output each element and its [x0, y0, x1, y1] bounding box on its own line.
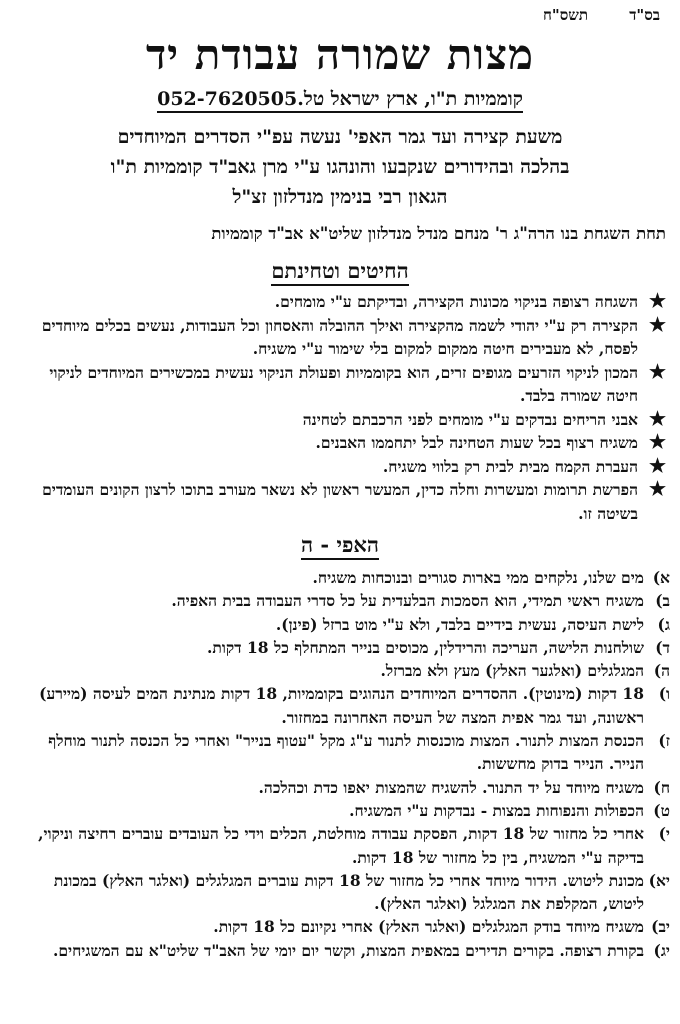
star-icon: ★	[648, 360, 666, 383]
item-label: ח)	[653, 777, 670, 797]
star-icon: ★	[648, 454, 666, 477]
page-title: מצות שמורה עבודת יד	[145, 30, 535, 79]
star-icon: ★	[648, 407, 666, 430]
list-item-text: לישת העיסה, נעשית בידיים בלבד, ולא ע"י מוט ברזל (פינן).	[275, 614, 644, 634]
list-item	[22, 566, 670, 589]
item-label: יב)	[651, 917, 670, 937]
star-icon: ★	[648, 313, 666, 336]
wheat-section-heading	[0, 258, 680, 284]
item-label: יג)	[653, 940, 670, 960]
contact-text: קוממיות ת"ו, ארץ ישראל טל.052-7620505	[157, 88, 523, 113]
list-item-text: מים שלנו, נלקחים ממי בארות סגורים ובנוכחות משגיח.	[312, 568, 644, 587]
star-icon: ★	[648, 431, 666, 453]
list-item-text: בקורת רצופה. בקורים תדירים במאפית המצות, וקשר יום יומי של האב"ד שליט"א עם המשגיחים.	[52, 940, 644, 960]
list-item-text: משגיח ראשי תמידי, הוא הסמכות הבלעדית על כל סדרי העבודה בבית האפיה.	[171, 591, 644, 611]
list-item	[16, 478, 666, 525]
item-label: ד)	[655, 637, 670, 657]
list-item	[16, 290, 666, 314]
item-label: ו)	[658, 684, 670, 704]
list-item	[22, 589, 670, 612]
list-item-text: השגחה רצופה בניקוי מכונות הקצירה, ובדיקתם ע"י מומחים.	[274, 292, 638, 311]
list-item	[16, 455, 666, 479]
list-item	[22, 799, 670, 822]
intro-line-3: הגאון רבי בנימין מנדלזון זצ"ל	[232, 186, 448, 208]
item-label: ז)	[658, 731, 670, 751]
intro-line-1: משעת קצירה ועד גמר האפי' נעשה עפ"י הסדרים המיוחדים	[117, 126, 563, 148]
list-item	[22, 939, 670, 962]
list-item-text: 18 דקות (מינוטין). ההסדרים המיוחדים הנהוגים בקוממיות, 18 דקות מנתינת המים לעיסה (מיירע) ראשונה, ועד גמר אפית המצה של העיסה האחרונה במחזור.	[39, 684, 644, 727]
list-item	[22, 869, 670, 916]
year-mark: תשס"ח	[543, 6, 588, 24]
list-item	[16, 431, 666, 455]
item-label: יא)	[648, 870, 670, 890]
list-item-text: משגיח מיוחד על יד התנור. להשגיח שהמצות יאפו כדת וכהלכה.	[258, 777, 644, 797]
star-icon: ★	[648, 478, 666, 500]
list-item	[22, 822, 670, 869]
list-item-text: העברת הקמח מבית לבית רק בלווי משגיח.	[382, 456, 638, 476]
list-item-text: הפרשת תרומות ומעשרות וחלה כדין, המעשר ראשון לא נשאר מעורב בתוכו לרצון הקונים העומדים בשיטה זו.	[42, 480, 638, 523]
list-item-text: אבני הריחים נבדקים ע"י מומחים לפני הרכבתם לטחינה	[302, 409, 638, 429]
supervision-line: תחת השגחת בנו הרה"ג ר' מנחם מנדל מנדלזון שליט"א אב"ד קוממיות	[211, 224, 666, 243]
intro-paragraph	[18, 122, 662, 212]
list-item-text: המכון לניקוי הזרעים מגופים זרים, הוא בקוממיות ופעולת הניקוי נעשית במכשירים המיוחדים לניקוי חיטה שמורה בלבד.	[49, 362, 638, 405]
baking-heading-text: האפי - ה	[301, 532, 379, 560]
list-item-text: הקצירה רק ע"י יהודי לשמה מהקצירה ואילך ההובלה והאסחון וכל העבודות, נעשים בכלים מיוחדים לפסח, לא מעבירים חיטה ממקום למקום בלי שימור ע"י משגיח.	[41, 315, 638, 358]
list-item	[22, 729, 670, 776]
list-item	[22, 776, 670, 799]
contact-line	[0, 88, 680, 111]
item-label: ב)	[655, 591, 670, 611]
list-item	[22, 682, 670, 729]
baking-section-heading	[0, 532, 680, 558]
list-item-text: שולחנות הלישה, העריכה והרידלין, מכוסים בנייר המתחלף כל 18 דקות.	[207, 637, 644, 657]
list-item-text: משגיח רצוף בכל שעות הטחינה לבל יתחממו האבנים.	[315, 433, 638, 452]
item-label: ג)	[657, 614, 670, 634]
baking-list	[22, 566, 670, 962]
list-item	[22, 613, 670, 636]
wheat-heading-text: החיטים וטחינתם	[271, 258, 408, 286]
list-item-text: אחרי כל מחזור של 18 דקות, הפסקת עבודה מוחלטת, הכלים וידי כל העובדים עוברים רחיצה וניקוי, בדיקה ע"י המשגיח, בין כל מחזור של 18 דקות.	[38, 824, 644, 867]
item-label: א)	[652, 568, 670, 587]
list-item-text: מכונת ליטוש. הידור מיוחד אחרי כל מחזור של 18 דקות עוברים המגלגלים (ואלגר האלץ) במכונת ליטוש, המקלפת את המגלגל (ואלגר האלץ).	[53, 870, 644, 914]
list-item-text: משגיח מיוחד בודק המגלגלים (ואלגר האלץ) אחרי נקיונם כל 18 דקות.	[213, 917, 644, 937]
list-item	[16, 408, 666, 432]
list-item	[16, 361, 666, 408]
intro-line-2: בהלכה ובהידורים שנקבעו והונהגו ע"י מרן גאב"ד קוממיות ת"ו	[110, 156, 570, 178]
list-item	[22, 659, 670, 682]
star-icon: ★	[648, 290, 666, 312]
list-item	[22, 636, 670, 659]
item-label: ט)	[653, 800, 670, 820]
list-item-text: הכנסת המצות לתנור. המצות מוכנסות לתנור ע"ג מקל "עטוף בנייר" ואחרי כל הכנסה לתנור מוחלף הנייר. הנייר בדוק מחששות.	[48, 731, 644, 774]
list-item	[16, 314, 666, 361]
list-item	[22, 915, 670, 938]
wheat-list	[16, 290, 666, 525]
item-label: ה)	[653, 661, 670, 681]
list-item-text: המגלגלים (ואלגער האלץ) מעץ ולא מברזל.	[380, 661, 644, 681]
list-item-text: הכפולות והנפוחות במצות - נבדקות ע"י המשגיח.	[349, 800, 644, 820]
bsd-mark: בס"ד	[629, 6, 660, 24]
item-label: י)	[658, 824, 670, 844]
